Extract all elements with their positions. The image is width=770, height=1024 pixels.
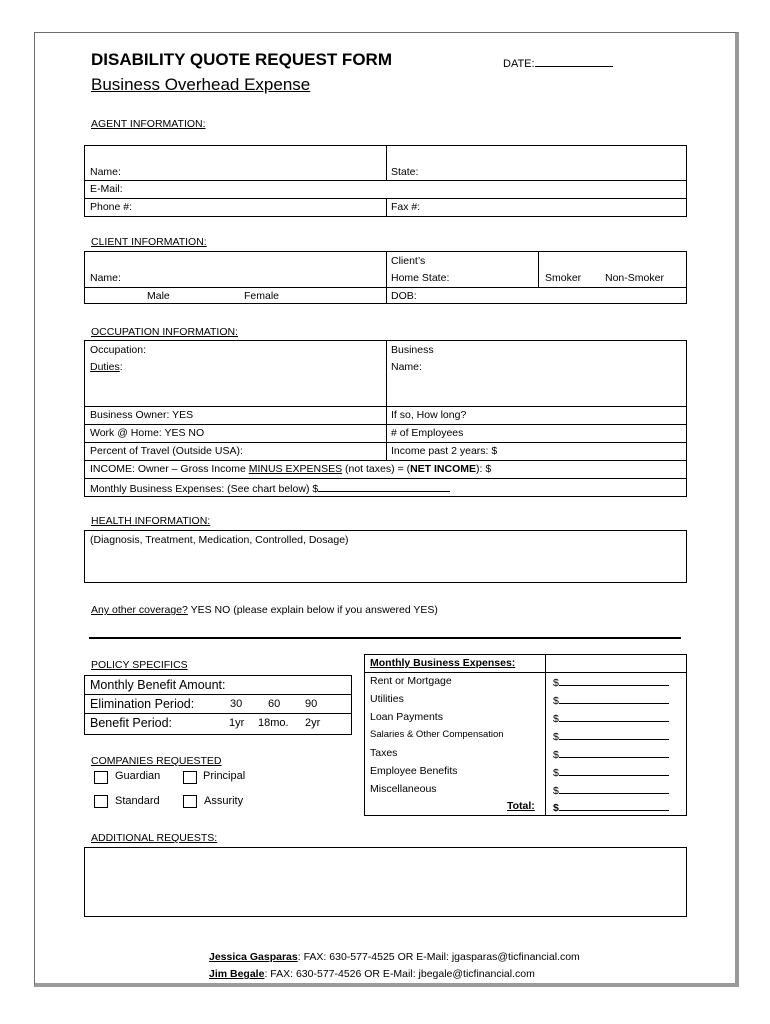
how-long-field[interactable]: If so, How long? — [391, 409, 467, 421]
expense-row-value[interactable] — [553, 693, 669, 707]
client-dob-field[interactable]: DOB: — [391, 290, 417, 302]
principal-label: Principal — [203, 770, 246, 782]
employees-field[interactable]: # of Employees — [391, 427, 464, 439]
business-label-1: Business — [391, 344, 434, 356]
additional-textarea[interactable] — [84, 847, 687, 917]
monthly-expenses-blank[interactable] — [318, 481, 450, 492]
expense-row-dollar: $ — [553, 749, 559, 761]
expense-row-value[interactable] — [553, 675, 669, 689]
principal-checkbox[interactable] — [183, 771, 197, 784]
income-label-d: NET INCOME — [410, 463, 476, 475]
standard-label: Standard — [115, 795, 160, 807]
expense-row-value[interactable] — [553, 765, 669, 779]
expense-row-value[interactable] — [553, 747, 669, 761]
expense-row-label: Loan Payments — [370, 711, 443, 723]
agent-fax-field[interactable]: Fax #: — [391, 201, 421, 213]
expenses-header: Monthly Business Expenses: — [370, 657, 516, 669]
expense-row-blank[interactable] — [559, 783, 669, 794]
occupation-field[interactable]: Occupation: — [90, 344, 147, 356]
client-home-state-label-1: Client’s — [391, 255, 426, 267]
footer-contact-1 — [209, 951, 580, 963]
date-field[interactable] — [503, 56, 613, 70]
client-section-title: CLIENT INFORMATION: — [91, 236, 207, 248]
footer-contact-2 — [209, 968, 535, 980]
expenses-total-blank[interactable] — [559, 800, 669, 811]
other-coverage-options: YES NO (please explain below if you answered YES) — [187, 604, 438, 616]
smoker-option[interactable]: Smoker — [545, 272, 582, 284]
other-coverage-question[interactable] — [91, 604, 438, 616]
expense-row-dollar: $ — [553, 677, 559, 689]
male-option[interactable]: Male — [147, 290, 170, 302]
guardian-checkbox[interactable] — [94, 771, 108, 784]
expenses-total-label: Total: — [507, 800, 535, 812]
expenses-total-value[interactable] — [553, 800, 669, 814]
travel-field[interactable]: Percent of Travel (Outside USA): — [90, 445, 243, 457]
period-option-18mo[interactable]: 18mo. — [258, 717, 289, 729]
expense-row-value[interactable] — [553, 729, 669, 743]
assurity-checkbox[interactable] — [183, 795, 197, 808]
benefit-amount-field[interactable]: Monthly Benefit Amount: — [90, 678, 226, 692]
expense-row-blank[interactable] — [559, 747, 669, 758]
expense-row-label: Rent or Mortgage — [370, 675, 452, 687]
agent-email-field[interactable]: E-Mail: — [90, 183, 123, 195]
footer-line-1: : FAX: 630-577-4525 OR E-Mail: jgasparas@ticfinancial.com — [297, 951, 580, 963]
form-title: DISABILITY QUOTE REQUEST FORM — [91, 50, 392, 69]
benefit-period-label: Benefit Period: — [90, 716, 172, 730]
period-option-2yr[interactable]: 2yr — [305, 717, 321, 729]
elim-option-60[interactable]: 60 — [268, 698, 281, 710]
elim-option-30[interactable]: 30 — [230, 698, 243, 710]
expense-row-blank[interactable] — [559, 675, 669, 686]
agent-phone-field[interactable]: Phone #: — [90, 201, 133, 213]
footer-name-1: Jessica Gasparas — [209, 951, 298, 963]
standard-checkbox[interactable] — [94, 795, 108, 808]
footer-line-2: : FAX: 630-577-4526 OR E-Mail: jbegale@ticfinancial.com — [264, 968, 535, 980]
elimination-period-label: Elimination Period: — [90, 697, 195, 711]
occupation-section-title: OCCUPATION INFORMATION: — [91, 326, 238, 338]
date-blank[interactable] — [535, 56, 613, 67]
business-owner-field[interactable]: Business Owner: YES — [90, 409, 194, 421]
expense-row-label: Utilities — [370, 693, 404, 705]
income-label-e: ): $ — [475, 463, 492, 475]
footer-name-2: Jim Begale — [209, 968, 265, 980]
expense-row-dollar: $ — [553, 785, 559, 797]
policy-section-title: POLICY SPECIFICS — [91, 659, 188, 671]
expense-row-blank[interactable] — [559, 765, 669, 776]
expense-row-value[interactable] — [553, 711, 669, 725]
work-at-home-field[interactable]: Work @ Home: YES NO — [90, 427, 205, 439]
other-coverage-label: Any other coverage? — [91, 604, 188, 616]
expense-row-dollar: $ — [553, 767, 559, 779]
expense-row-blank[interactable] — [559, 693, 669, 704]
expenses-total-dollar: $ — [553, 802, 559, 814]
duties-colon: : — [119, 361, 123, 373]
monthly-expenses-field[interactable] — [90, 481, 450, 495]
agent-state-field[interactable]: State: — [391, 166, 419, 178]
health-hint: (Diagnosis, Treatment, Medication, Controlled, Dosage) — [90, 534, 349, 546]
expense-row-dollar: $ — [553, 731, 559, 743]
expense-row-blank[interactable] — [559, 729, 669, 740]
non-smoker-option[interactable]: Non-Smoker — [605, 272, 664, 284]
date-label: DATE: — [503, 58, 535, 70]
expense-row-dollar: $ — [553, 713, 559, 725]
income-label-c: (not taxes) = ( — [342, 463, 411, 475]
duties-field[interactable] — [90, 361, 123, 373]
duties-label: Duties — [90, 361, 120, 373]
guardian-label: Guardian — [115, 770, 161, 782]
expense-row-label: Miscellaneous — [370, 783, 437, 795]
expense-row-blank[interactable] — [559, 711, 669, 722]
assurity-label: Assurity — [204, 795, 244, 807]
companies-section-title: COMPANIES REQUESTED — [91, 755, 222, 767]
additional-section-title: ADDITIONAL REQUESTS: — [91, 832, 218, 844]
client-home-state-field[interactable]: Home State: — [391, 272, 450, 284]
expense-row-label: Salaries & Other Compensation — [370, 729, 504, 740]
period-option-1yr[interactable]: 1yr — [229, 717, 245, 729]
client-name-field[interactable]: Name: — [90, 272, 121, 284]
expense-row-label: Taxes — [370, 747, 398, 759]
expense-row-value[interactable] — [553, 783, 669, 797]
female-option[interactable]: Female — [244, 290, 280, 302]
income-past-field[interactable]: Income past 2 years: $ — [391, 445, 498, 457]
elim-option-90[interactable]: 90 — [305, 698, 318, 710]
monthly-expenses-label: Monthly Business Expenses: (See chart below) $ — [90, 483, 319, 495]
expense-row-dollar: $ — [553, 695, 559, 707]
income-label-b: MINUS EXPENSES — [248, 463, 343, 475]
business-name-field[interactable]: Name: — [391, 361, 422, 373]
health-section-title: HEALTH INFORMATION: — [91, 515, 211, 527]
income-label-a: INCOME: Owner – Gross Income — [90, 463, 249, 475]
agent-name-field[interactable]: Name: — [90, 166, 121, 178]
expense-row-label: Employee Benefits — [370, 765, 458, 777]
section-divider — [89, 637, 681, 639]
form-subtitle: Business Overhead Expense — [91, 75, 311, 94]
agent-section-title: AGENT INFORMATION: — [91, 118, 206, 130]
income-field[interactable] — [90, 463, 491, 475]
